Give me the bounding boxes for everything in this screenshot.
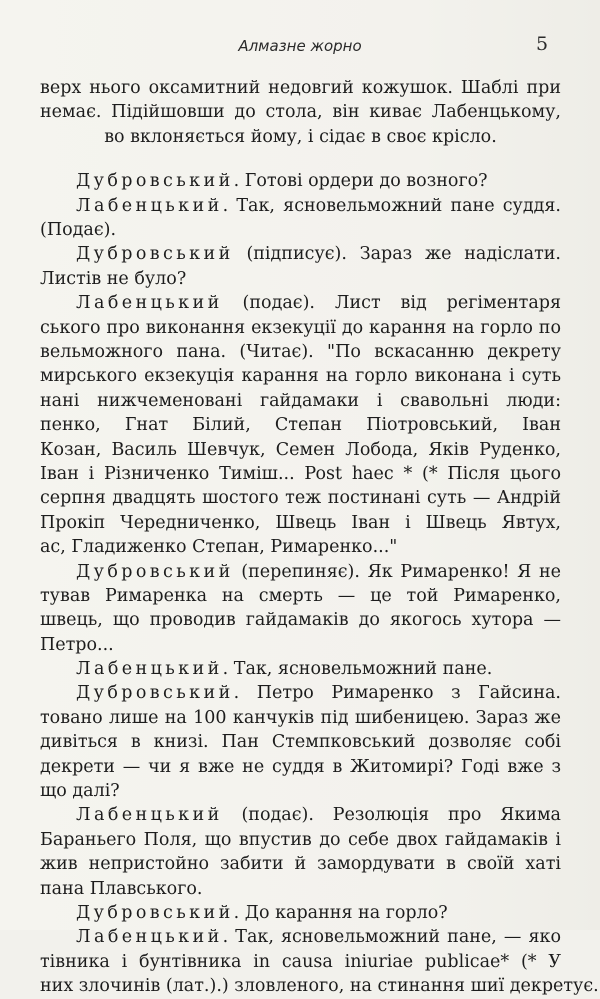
line-text: . Готові ордери до возного? <box>233 171 488 192</box>
speaker-name: Лабенцький <box>76 293 223 314</box>
line-text: пана Плавського. <box>40 878 203 899</box>
line-text: . Петро Римаренко з Гайсина. <box>233 683 561 704</box>
line-text: ського про виконання екзекуції до карання на горло по <box>40 317 561 338</box>
text-line <box>40 100 561 124</box>
text-line <box>40 706 561 730</box>
text-line <box>40 364 561 388</box>
line-text: пенко, Гнат Білий, Степан Піотровський, Іван <box>40 415 561 436</box>
dialogue-line <box>40 657 561 681</box>
text-line <box>40 535 561 559</box>
dialogue-line <box>40 194 561 218</box>
body-text <box>40 76 599 999</box>
line-text: дивіться в книзі. Пан Стемпковський дозволяє собі <box>40 732 561 753</box>
line-text: тував Римаренка на смерть — це той Римаренко, <box>40 585 561 606</box>
line-text: серпня двадцять шостого теж постинані суть — Андрій <box>40 488 561 509</box>
text-line <box>40 974 599 998</box>
line-text: (подає). Лист від регіментаря <box>242 293 561 314</box>
line-text: . Так, ясновельможний пане. <box>222 659 493 680</box>
text-line <box>40 125 561 149</box>
running-title: Алмазне жорно <box>238 37 362 55</box>
speaker-name: Лабенцький <box>76 805 223 826</box>
speaker-name: Дубровський <box>76 903 234 924</box>
text-line <box>40 267 561 291</box>
line-text: Прокіп Чередниченко, Швець Іван і Швець Явтух, <box>40 512 561 533</box>
text-line <box>40 755 561 779</box>
speaker-name: Дубровський <box>76 683 234 704</box>
line-text: тівника і бунтівника in causa iniuriae publicae* (* У <box>40 951 561 972</box>
text-line <box>40 828 561 852</box>
line-text: Іван і Різниченко Тиміш... Post haec * (* Після цього <box>40 463 561 484</box>
text-line <box>40 486 561 510</box>
line-text: (Подає). <box>40 219 117 240</box>
text-line <box>40 950 561 974</box>
line-text: . Так, ясновельможний пане суддя. <box>222 195 561 216</box>
dialogue-line <box>40 169 561 193</box>
text-line <box>40 413 561 437</box>
dialogue-line <box>40 901 561 925</box>
text-line <box>40 730 561 754</box>
line-text: во вклоняється йому, і сідає в своє крісло. <box>104 126 497 147</box>
line-text: вельможного пана. (Читає). "По вскасанню декрету <box>40 341 561 362</box>
line-text: (перепиняє). Як Римаренко! Я не <box>241 561 561 582</box>
line-text: них злочинів (лат.).) зловленого, на стинання шиї декретує. <box>40 976 599 997</box>
line-text: (подає). Резолюція про Якима <box>241 805 561 826</box>
text-line <box>40 608 561 632</box>
dialogue-line <box>40 803 561 827</box>
text-line <box>40 779 561 803</box>
line-text: декрети — чи я вже не суддя в Житомирі? Годі вже з <box>40 756 561 777</box>
dialogue-line <box>40 291 561 315</box>
text-line <box>40 877 561 901</box>
line-text: жив непристойно забити й замордувати в своїй хаті <box>40 854 561 875</box>
speaker-name: Дубровський <box>76 561 234 582</box>
text-line <box>40 218 561 242</box>
line-text: товано лише на 100 канчуків під шибеницею. Зараз же <box>40 707 561 728</box>
paragraph-gap <box>40 149 561 169</box>
line-text: немає. Підійшовши до стола, він киває Лабенцькому, <box>40 102 561 123</box>
text-line <box>40 852 561 876</box>
text-line <box>40 76 561 100</box>
speaker-name: Лабенцький <box>76 927 223 948</box>
line-text: . Так, ясновельможний пане, — яко <box>222 927 561 948</box>
dialogue-line <box>40 681 561 705</box>
line-text: що далі? <box>40 781 120 802</box>
speaker-name: Лабенцький <box>76 659 223 680</box>
speaker-name: Дубровський <box>76 244 234 265</box>
line-text: мирського екзекуція карання на горло виконана і суть <box>40 366 561 387</box>
dialogue-line <box>40 242 561 266</box>
text-line <box>40 462 561 486</box>
dialogue-line <box>40 560 561 584</box>
text-line <box>40 438 561 462</box>
text-line <box>40 316 561 340</box>
line-text: швець, що проводив гайдамаків до якогось хутора — <box>40 610 561 631</box>
line-text: верх нього оксамитний недовгий кожушок. Шаблі при <box>40 78 561 98</box>
speaker-name: Лабенцький <box>76 195 223 216</box>
speaker-name: Дубровський <box>76 171 234 192</box>
line-text: . До карання на горло? <box>233 903 448 924</box>
line-text: нані нижчеменовані гайдамаки і свавольні люди: <box>40 390 561 411</box>
text-line <box>40 340 561 364</box>
line-text: Листів не було? <box>40 268 187 289</box>
line-text: Петро... <box>40 634 114 655</box>
line-text: Козан, Василь Шевчук, Семен Лобода, Яків Руденко, <box>40 439 561 460</box>
line-text: Бараньего Поля, що впустив до себе двох гайдамаків і <box>40 829 561 850</box>
page-number: 5 <box>536 33 549 55</box>
text-line <box>40 389 561 413</box>
text-line <box>40 633 561 657</box>
text-line <box>40 511 561 535</box>
text-line <box>40 584 561 608</box>
dialogue-line <box>40 925 561 949</box>
line-text: ас, Гладиженко Степан, Римаренко..." <box>40 537 398 558</box>
line-text: (підписує). Зараз же надіслати. <box>246 244 561 265</box>
